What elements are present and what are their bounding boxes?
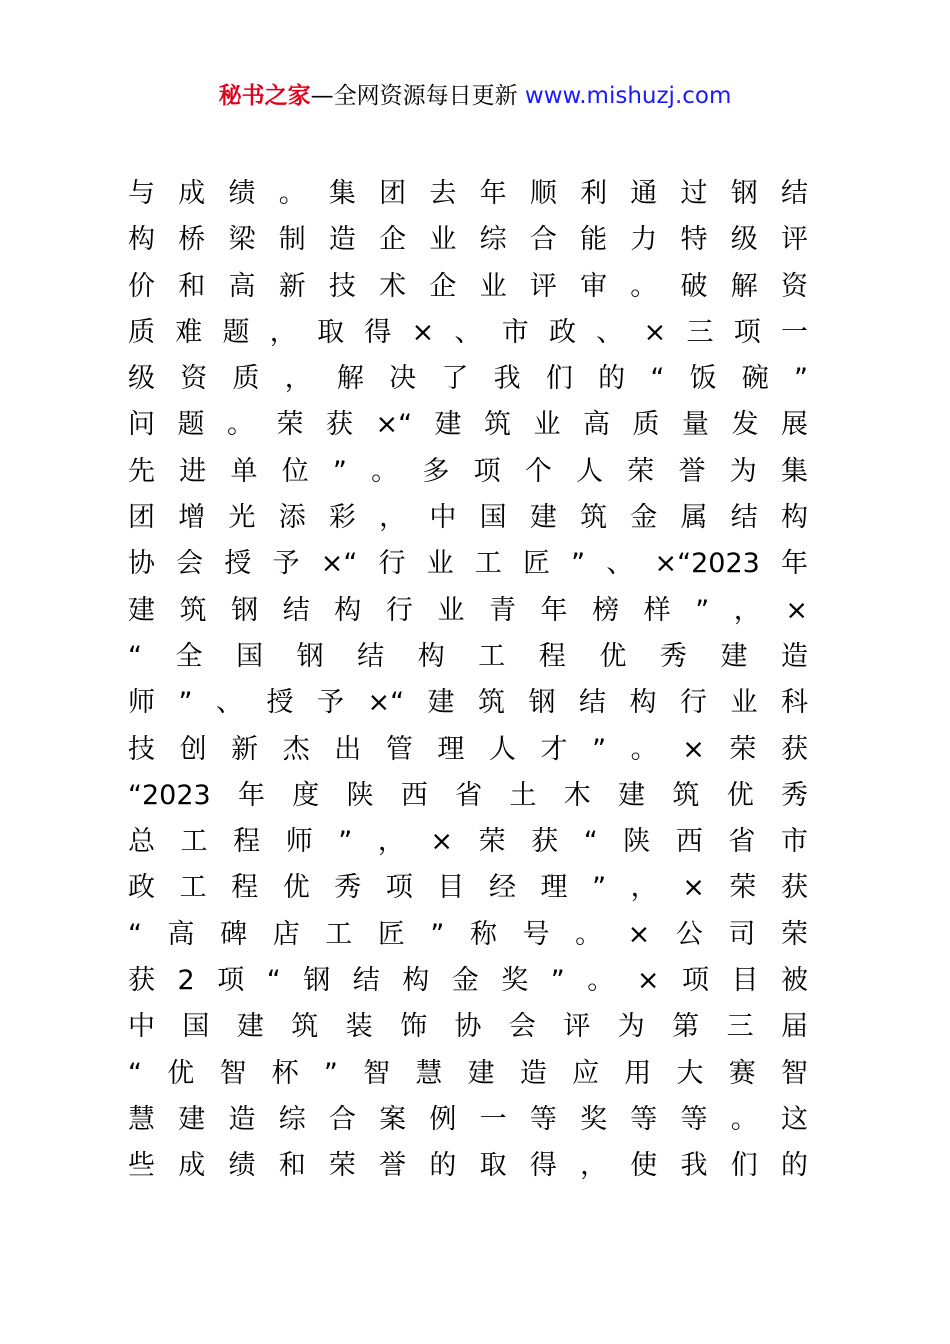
text-line: 问题。荣获×“建筑业高质量发展 xyxy=(128,409,808,441)
text-line: 团增光添彩，中国建筑金属结构 xyxy=(128,502,808,534)
text-line: 先进单位”。多项个人荣誉为集 xyxy=(128,455,808,487)
header-tagline: —全网资源每日更新 xyxy=(310,83,518,109)
text-line: “全国钢结构工程优秀建造 xyxy=(128,640,808,672)
text-line: 建筑钢结构行业青年榜样”，× xyxy=(128,594,808,626)
text-line: 质难题，取得×、市政、×三项一 xyxy=(128,316,808,348)
text-line: 师”、授予×“建筑钢结构行业科 xyxy=(128,687,808,719)
text-line: 总工程师”，×荣获“陕西省市 xyxy=(128,826,808,858)
text-line: “2023年度陕西省土木建筑优秀 xyxy=(128,779,808,811)
text-line: 慧建造综合案例一等奖等等。这 xyxy=(128,1103,808,1135)
text-line: “优智杯”智慧建造应用大赛智 xyxy=(128,1057,808,1089)
page-header xyxy=(0,80,950,112)
text-line: 与成绩。集团去年顺利通过钢结 xyxy=(128,178,808,209)
text-line: 协会授予×“行业工匠”、×“2023年 xyxy=(128,548,808,580)
text-line: 级资质，解决了我们的“饭碗” xyxy=(128,363,808,395)
text-line: 获2项“钢结构金奖”。×项目被 xyxy=(128,965,808,997)
document-body xyxy=(128,171,808,1190)
text-line: “高碑店工匠”称号。×公司荣 xyxy=(128,918,808,950)
header-brand: 秘书之家 xyxy=(218,83,311,109)
text-line: 政工程优秀项目经理”，×荣获 xyxy=(128,872,808,904)
text-line: 中国建筑装饰协会评为第三届 xyxy=(128,1011,808,1043)
header-url-link[interactable]: www.mishuzj.com xyxy=(524,83,732,109)
text-line: 构桥梁制造企业综合能力特级评 xyxy=(128,224,808,256)
text-line: 技创新杰出管理人才”。×荣获 xyxy=(128,733,808,765)
text-line: 价和高新技术企业评审。破解资 xyxy=(128,270,808,302)
text-line: 些成绩和荣誉的取得，使我们的 xyxy=(128,1150,808,1182)
